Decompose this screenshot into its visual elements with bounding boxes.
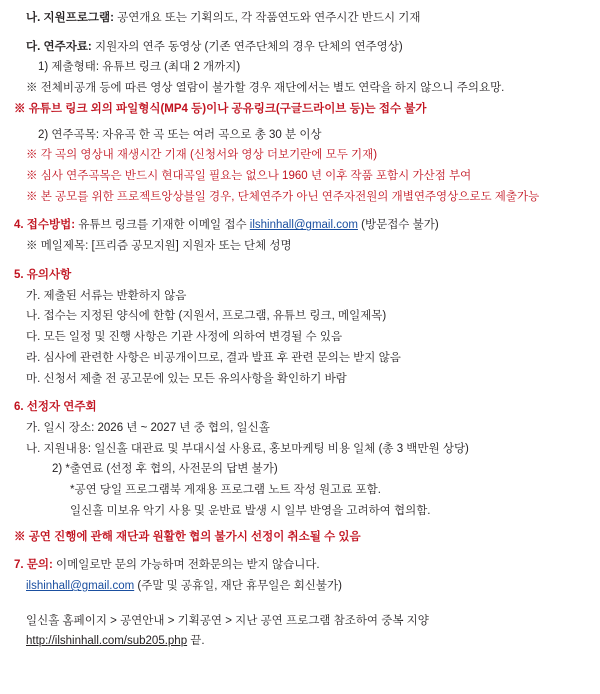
item-review-private: 라. 심사에 관련한 사항은 비공개이므로, 결과 발표 후 관련 문의는 받지 않음 (26, 351, 401, 364)
note-timestamp: ※ 각 곡의 영상내 재생시간 기재 (신청서와 영상 더보기란에 모두 기재) (26, 149, 378, 162)
text-performance-material: 지원자의 연주 동영상 (기존 연주단체의 경우 단체의 연주영상) (91, 40, 403, 53)
spacer (0, 386, 600, 400)
homepage-url-link[interactable]: http://ilshinhall.com/sub205.php (26, 635, 188, 648)
spacer (0, 26, 600, 40)
section-6-heading: 6. 선정자 연주회 (14, 401, 97, 414)
footer-end-mark: 끝. (187, 635, 205, 648)
section-4-application-method (0, 218, 600, 233)
spacer (0, 0, 600, 11)
note-cancellation: ※ 공연 진행에 관해 재단과 원활한 협의 불가시 선정이 취소될 수 있음 (14, 530, 361, 543)
spacer (0, 254, 600, 268)
spacer (0, 594, 600, 608)
footer-url-line (0, 634, 600, 649)
section-4-post-text: (방문접수 불가) (357, 219, 439, 232)
contact-note: (주말 및 공휴일, 재단 휴무일은 회신불가) (134, 579, 342, 592)
section-4-pre-text: 유튜브 링크를 기재한 이메일 접수 (75, 219, 250, 232)
section-4-number: 4. 접수방법: (14, 219, 76, 232)
spacer (0, 204, 600, 218)
section-7-number: 7. 문의: (14, 559, 53, 572)
note-youtube-only: ※ 유튜브 링크 외의 파일형식(MP4 등)이나 공유링크(구글드라이브 등)는 접수 불가 (14, 102, 427, 115)
email-link-inquiry[interactable]: ilshinhall@gmail.com (26, 579, 135, 592)
paragraph-submission-format: 1) 제출형태: 유튜브 링크 (최대 2 개까지) (38, 61, 241, 74)
item-program-note-fee: *공연 당일 프로그램북 게재용 프로그램 노트 작성 원고료 포함. (70, 484, 381, 497)
item-no-return: 가. 제출된 서류는 반환하지 않음 (26, 289, 187, 302)
contact-line (0, 579, 600, 594)
item-check-notice: 마. 신청서 제출 전 공고문에 있는 모든 유의사항을 확인하기 바람 (26, 372, 347, 385)
item-date-venue: 가. 일시 장소: 2026 년 ~ 2027 년 중 협의, 일신홀 (26, 421, 270, 434)
note-contemporary-bonus: ※ 심사 연주곡목은 반드시 현대곡일 필요는 없으나 1960 년 이후 작품 포함시 가산점 부여 (26, 170, 472, 183)
email-link-application[interactable]: ilshinhall@gmail.com (249, 219, 358, 232)
item-form-only: 나. 접수는 지정된 양식에 한함 (지원서, 프로그램, 유튜브 링크, 메일제목) (26, 310, 387, 323)
item-performance-fee: 2) *출연료 (선정 후 협의, 사전문의 답변 불가) (52, 463, 278, 476)
paragraph-performance-material (0, 40, 600, 55)
label-performance-material: 다. 연주자료: (26, 40, 92, 53)
text-support-program: 공연개요 또는 기획의도, 각 작품연도와 연주시간 반드시 기재 (113, 12, 421, 24)
spacer (0, 519, 600, 530)
item-instrument-transport: 일신홀 미보유 악기 사용 및 운반료 발생 시 일부 반영을 고려하여 협의함. (70, 504, 431, 517)
section-7-inquiry (0, 558, 600, 573)
item-support-content: 나. 지원내용: 일신홀 대관료 및 부대시설 사용료, 홍보마케팅 비용 일체 (총 3 백만원 상당) (26, 442, 469, 455)
note-homepage-reference: 일신홀 홈페이지 > 공연안내 > 기획공연 > 지난 공연 프로그램 참조하여 중복 지양 (26, 614, 429, 627)
section-5-heading: 5. 유의사항 (14, 268, 72, 281)
paragraph-support-program (0, 11, 600, 26)
item-schedule-change: 다. 모든 일정 및 진행 사항은 기관 사정에 의하여 변경될 수 있음 (26, 331, 343, 344)
note-email-subject: ※ 메일제목: [프리즘 공모지원] 지원자 또는 단체 성명 (26, 240, 292, 253)
note-project-ensemble: ※ 본 공모를 위한 프로젝트앙상블일 경우, 단체연주가 아닌 연주자전원의 개별연주영상으로도 제출가능 (26, 190, 540, 203)
note-private-video: ※ 전체비공개 등에 따른 영상 열람이 불가할 경우 재단에서는 별도 연락을 하지 않으니 주의요망. (26, 82, 505, 95)
label-support-program: 나. 지원프로그램: (26, 12, 114, 24)
spacer (0, 117, 600, 128)
spacer (0, 544, 600, 558)
paragraph-repertoire: 2) 연주곡목: 자유곡 한 곡 또는 여러 곡으로 총 30 분 이상 (38, 128, 322, 141)
section-7-text: 이메일로만 문의 가능하며 전화문의는 받지 않습니다. (52, 559, 320, 572)
